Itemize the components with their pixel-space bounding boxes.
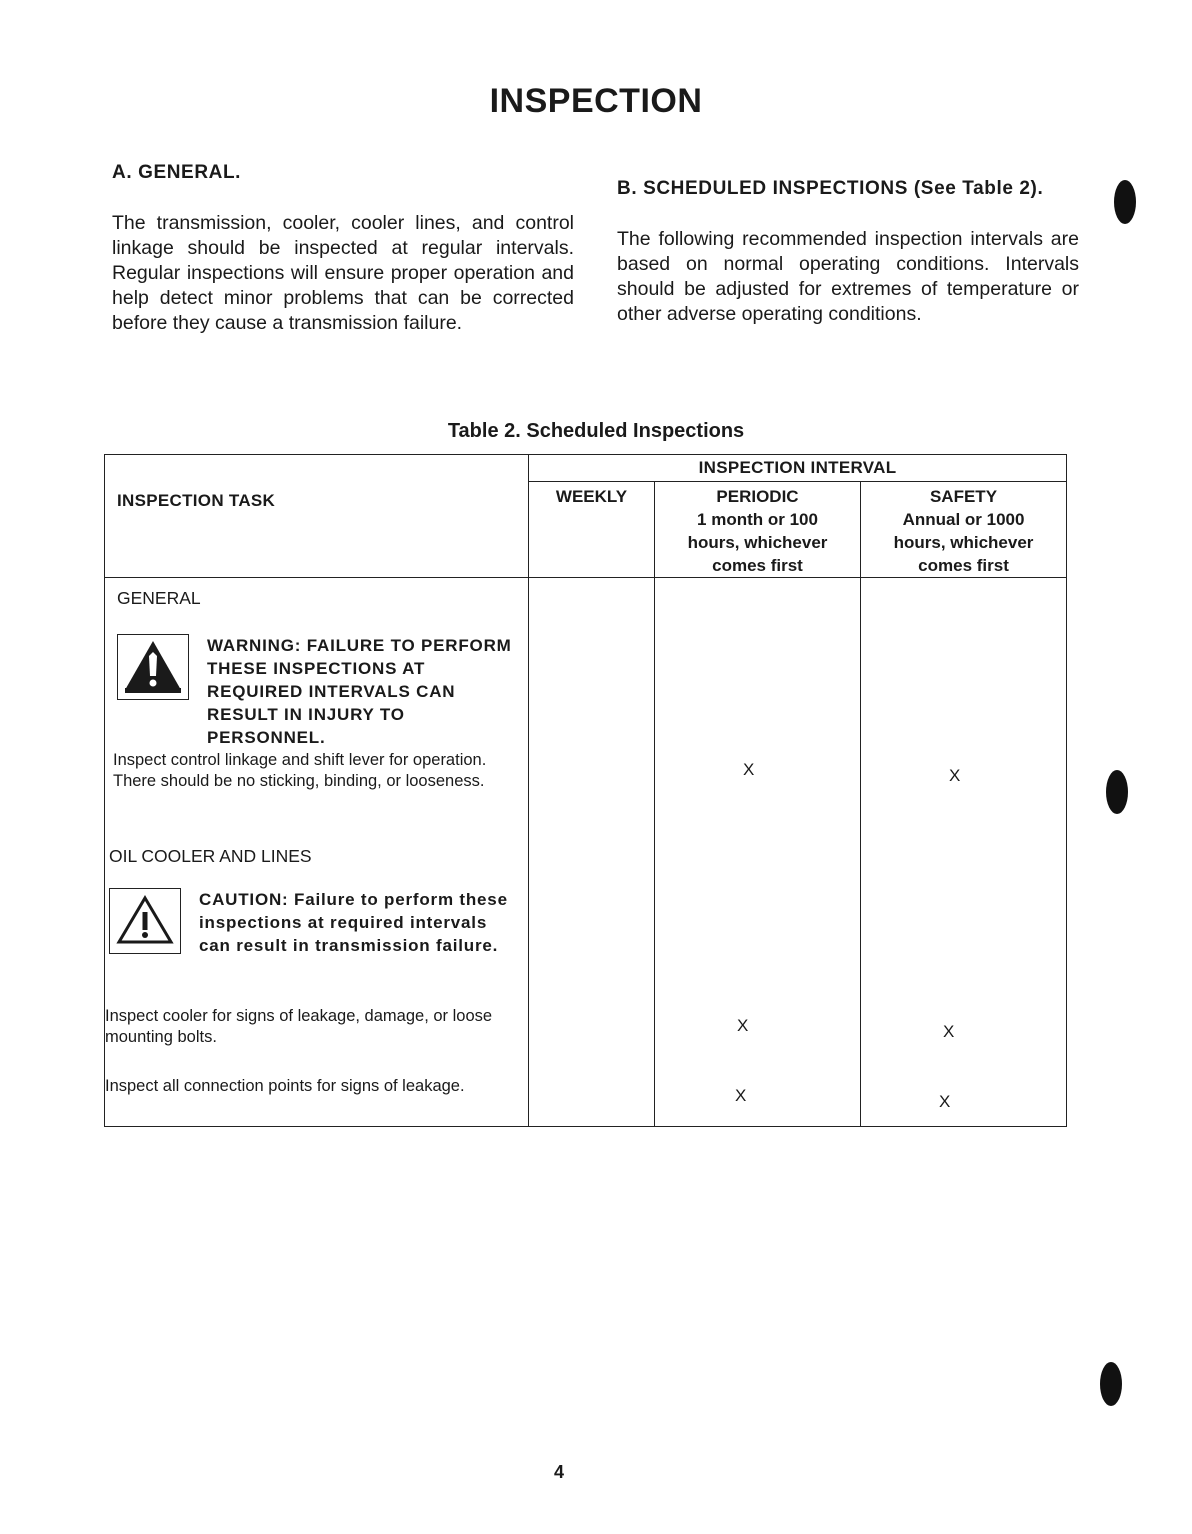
- table-caption: Table 2. Scheduled Inspections: [447, 420, 745, 442]
- inspection-table: [104, 454, 1067, 1127]
- periodic-header-line1: 1 month or 100: [697, 510, 818, 529]
- section-general-body: The transmission, cooler, cooler lines, and control linkage should be inspected at regular intervals. Regular inspections will ensure proper operation and help detect minor problems that can be corrected before they cause a transmission failure.: [112, 212, 574, 334]
- warning-triangle-icon: [121, 638, 185, 696]
- caution-icon: [109, 888, 181, 954]
- step-control-linkage: Inspect control linkage and shift lever for operation. There should be no sticking, binding, or looseness.: [113, 751, 487, 790]
- page-number: 4: [553, 1462, 564, 1482]
- safety-header: [861, 482, 1067, 578]
- caution-text: CAUTION: Failure to perform these inspections at required intervals can result in transmission failure.: [199, 890, 508, 955]
- safety-column: [861, 578, 1067, 1127]
- binder-hole-bottom: [1100, 1362, 1122, 1406]
- safety-header-line2: hours, whichever: [893, 533, 1034, 552]
- periodic-mark-linkage: X: [743, 760, 755, 779]
- inspection-task-header: [105, 455, 529, 578]
- safety-mark-connections: X: [939, 1092, 951, 1111]
- oil-cooler-section-label: OIL COOLER AND LINES: [109, 846, 312, 866]
- section-general-heading: A. GENERAL.: [112, 162, 242, 183]
- periodic-header: [655, 482, 861, 578]
- periodic-header-title: PERIODIC: [716, 487, 799, 506]
- step-cooler: Inspect cooler for signs of leakage, damage, or loose mounting bolts.: [105, 1007, 493, 1046]
- section-scheduled: [617, 176, 1079, 327]
- periodic-mark-connections: X: [735, 1086, 747, 1105]
- caution-notice: [109, 888, 513, 957]
- safety-mark-cooler: X: [943, 1022, 955, 1041]
- periodic-header-line2: hours, whichever: [687, 533, 828, 552]
- safety-mark-linkage: X: [949, 766, 961, 785]
- section-scheduled-body: The following recommended inspection intervals are based on normal operating conditions. Intervals should be adjusted for extremes of temperature or other adverse operating conditions.: [617, 228, 1079, 325]
- section-scheduled-heading: B. SCHEDULED INSPECTIONS (See Table 2).: [617, 178, 1044, 199]
- step-connection-points: Inspect all connection points for signs of leakage.: [105, 1077, 465, 1095]
- general-section-label: GENERAL: [117, 588, 201, 608]
- safety-header-line3: comes first: [918, 556, 1009, 575]
- task-column: [105, 578, 529, 1127]
- binder-hole-middle: [1106, 770, 1128, 814]
- safety-header-title: SAFETY: [929, 487, 998, 506]
- safety-header-line1: Annual or 1000: [902, 510, 1025, 529]
- section-general: [112, 160, 574, 336]
- binder-hole-top: [1114, 180, 1136, 224]
- warning-icon: [117, 634, 189, 700]
- weekly-header-label: WEEKLY: [555, 487, 628, 506]
- periodic-mark-cooler: X: [737, 1016, 749, 1035]
- weekly-column: [529, 578, 655, 1127]
- periodic-header-line3: comes first: [712, 556, 803, 575]
- warning-notice: [117, 634, 513, 749]
- warning-text: WARNING: FAILURE TO PERFORM THESE INSPECTIONS AT REQUIRED INTERVALS CAN RESULT IN INJURY TO PERSONNEL.: [207, 636, 512, 747]
- periodic-column: [655, 578, 861, 1127]
- inspection-interval-header: INSPECTION INTERVAL: [529, 455, 1067, 482]
- inspection-task-header-label: INSPECTION TASK: [117, 491, 276, 510]
- weekly-header: [529, 482, 655, 578]
- caution-triangle-icon: [113, 892, 177, 950]
- page-title: INSPECTION: [489, 82, 703, 120]
